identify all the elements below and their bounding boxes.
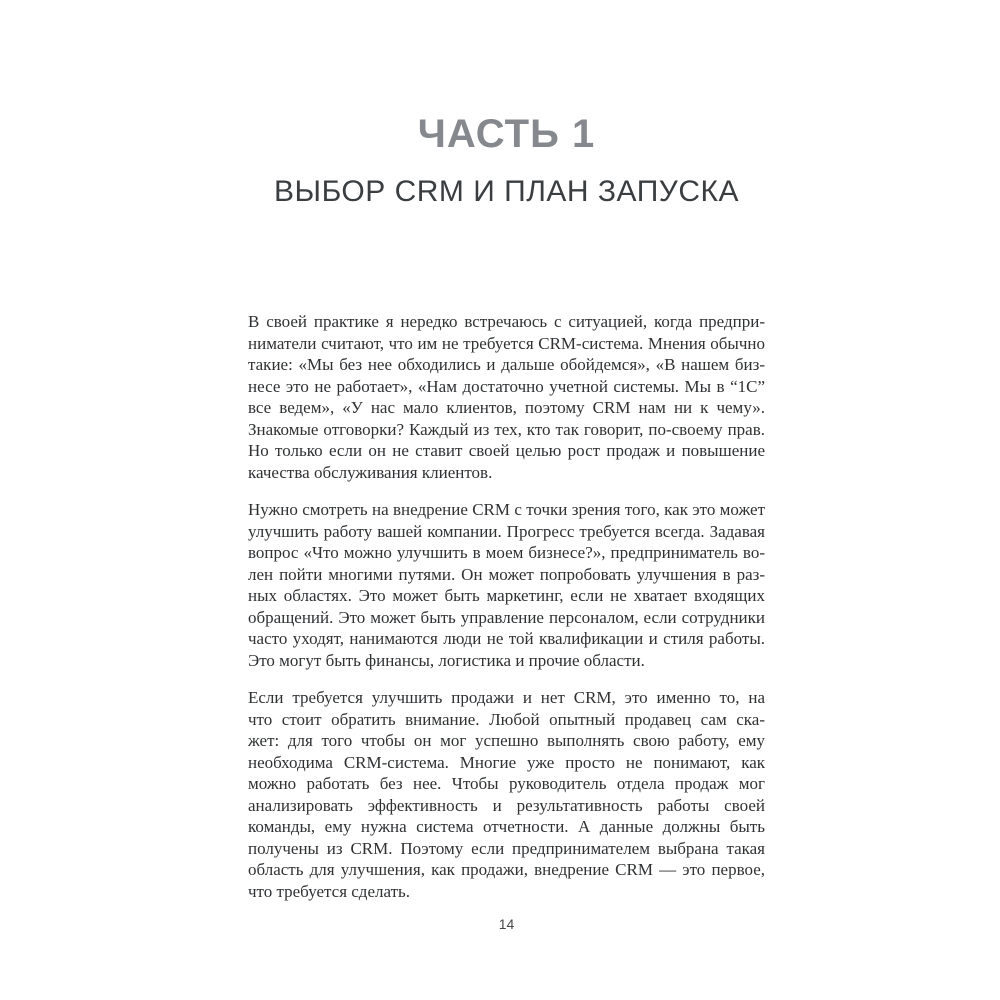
text-line: ных областях. Это может быть маркетинг, если не хватает входящих	[248, 586, 765, 605]
text-line: лен пойти многими путями. Он может попробовать улучшения в раз-	[248, 564, 765, 584]
text-line: можно работать без нее. Чтобы руководитель отдела продаж мог	[248, 774, 765, 793]
paragraph	[248, 687, 765, 902]
text-line: несе это не работает», «Нам достаточно учетной системы. Мы в “1С”	[248, 376, 765, 396]
text-line: часто уходят, нанимаются люди не той квалификации и стиля работы.	[248, 629, 765, 648]
part-title: ВЫБОР CRM И ПЛАН ЗАПУСКА	[274, 175, 739, 208]
text-line: жет: для того чтобы он мог успешно выполнять свою работу, ему	[248, 731, 765, 750]
text-line: Если требуется улучшить продажи и нет CRM, это именно то, на	[248, 688, 765, 707]
part-label: ЧАСТЬ 1	[417, 112, 596, 156]
text-line: Это могут быть финансы, логистика и прочие области.	[248, 650, 645, 670]
text-line: что требуется сделать.	[248, 881, 411, 901]
text-line: область для улучшения, как продажи, внедрение CRM — это первое,	[248, 860, 765, 879]
paragraph	[248, 499, 765, 671]
text-line: В своей практике я нередко встречаюсь с ситуацией, когда предпри-	[248, 312, 765, 331]
text-line: ниматели считают, что им не требуется CRM-система. Мнения обычно	[248, 333, 765, 353]
text-line: такие: «Мы без нее обходились и дальше обойдемся», «В нашем биз-	[248, 355, 765, 374]
text-line: анализировать эффективность и результативность работы своей	[248, 795, 765, 815]
text-line: все ведем», «У нас мало клиентов, поэтому CRM нам ни к чему».	[248, 398, 765, 417]
page-content	[248, 0, 765, 918]
part-header	[248, 114, 765, 207]
text-line: Нужно смотреть на внедрение CRM с точки зрения того, как это может	[248, 500, 765, 519]
text-line: необходима CRM-система. Многие уже просто не понимают, как	[248, 752, 765, 772]
paragraph	[248, 311, 765, 483]
text-line: обращений. Это может быть управление персоналом, если сотрудники	[248, 607, 765, 627]
text-line: улучшить работу вашей компании. Прогресс требуется всегда. Задавая	[248, 521, 765, 541]
text-line: качества обслуживания клиентов.	[248, 462, 493, 482]
body-text	[248, 311, 765, 902]
text-line: Знакомые отговорки? Каждый из тех, кто так говорит, по-своему прав.	[248, 419, 765, 439]
text-line: что стоит обратить внимание. Любой опытный продавец сам ска-	[248, 709, 765, 729]
text-line: вопрос «Что можно улучшить в моем бизнесе?», предприниматель во-	[248, 543, 765, 562]
text-line: Но только если он не ставит своей целью рост продаж и повышение	[248, 441, 765, 460]
text-line: команды, ему нужна система отчетности. А данные должны быть	[248, 817, 765, 836]
text-line: получены из CRM. Поэтому если предпринимателем выбрана такая	[248, 838, 765, 858]
page-number: 14	[498, 916, 515, 932]
